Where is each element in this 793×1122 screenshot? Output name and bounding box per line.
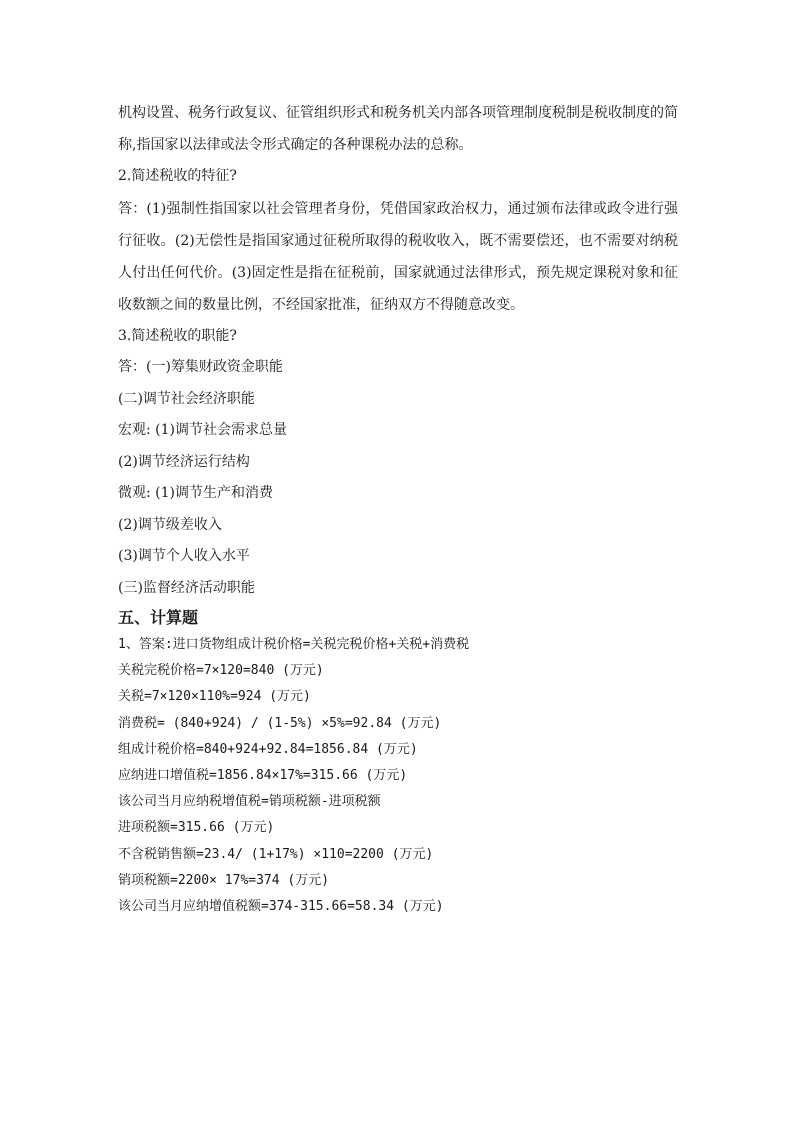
- calculation-answer: [118, 632, 678, 920]
- answer-line: (三)监督经济活动职能: [118, 579, 255, 596]
- document-page: [118, 97, 678, 920]
- intro-paragraph: 机构设置、税务行政复议、征管组织形式和税务机关内部各项管理制度税制是税收制度的简称,指国家以法律或法令形式确定的各种课税办法的总称。: [118, 105, 678, 153]
- calculation-line: 组成计税价格=840+924+92.84=1856.84 (万元): [118, 741, 418, 757]
- answer-line: 宏观: (1)调节社会需求总量: [118, 422, 287, 438]
- answer-line: (3)调节个人收入水平: [118, 548, 250, 564]
- calculation-line: 关税=7×120×110%=924 (万元): [118, 689, 311, 705]
- calculation-line: 不含税销售额=23.4/ (1+17%) ×110=2200 (万元): [118, 846, 434, 862]
- question-3-answer: [118, 352, 678, 604]
- calculation-line: 消费税= (840+924) / (1-5%) ×5%=92.84 (万元): [118, 715, 442, 731]
- question-2-answer: 答：(1)强制性指国家以社会管理者身份，凭借国家政治权力，通过颁布法律或政令进行强行征收。(2)无偿性是指国家通过征税所取得的税收收入，既不需要偿还，也不需要对纳税人付出任何代价。(3)固定性是指在征税前，国家就通过法律形式，预先规定课税对象和征收数额之间的数量比例，不经国家批准，征纳双方不得随意改变。: [118, 200, 678, 313]
- answer-line: 答：(一)筹集财政资金职能: [118, 359, 283, 375]
- calculation-line: 1、答案:进口货物组成计税价格=关税完税价格+关税+消费税: [118, 637, 470, 652]
- calculation-line: 销项税额=2200× 17%=374 (万元): [118, 872, 330, 888]
- calculation-line: 该公司当月应纳增值税额=374-315.66=58.34 (万元): [118, 899, 444, 915]
- question-2-title: 2.简述税收的特征?: [118, 168, 237, 184]
- calculation-line: 该公司当月应纳税增值税=销项税额-进项税额: [118, 794, 381, 810]
- calculation-line: 应纳进口增值税=1856.84×17%=315.66 (万元): [118, 768, 408, 784]
- answer-line: (二)调节社会经济职能: [118, 390, 255, 407]
- calculation-line: 进项税额=315.66 (万元): [118, 820, 275, 836]
- answer-line: 微观: (1)调节生产和消费: [118, 485, 273, 501]
- section-heading: 五、计算题: [118, 608, 199, 627]
- answer-line: (2)调节级差收入: [118, 516, 222, 533]
- calculation-line: 关税完税价格=7×120=840 (万元): [118, 663, 324, 679]
- answer-line: (2)调节经济运行结构: [118, 453, 250, 470]
- question-3-title: 3.简述税收的职能?: [118, 327, 237, 344]
